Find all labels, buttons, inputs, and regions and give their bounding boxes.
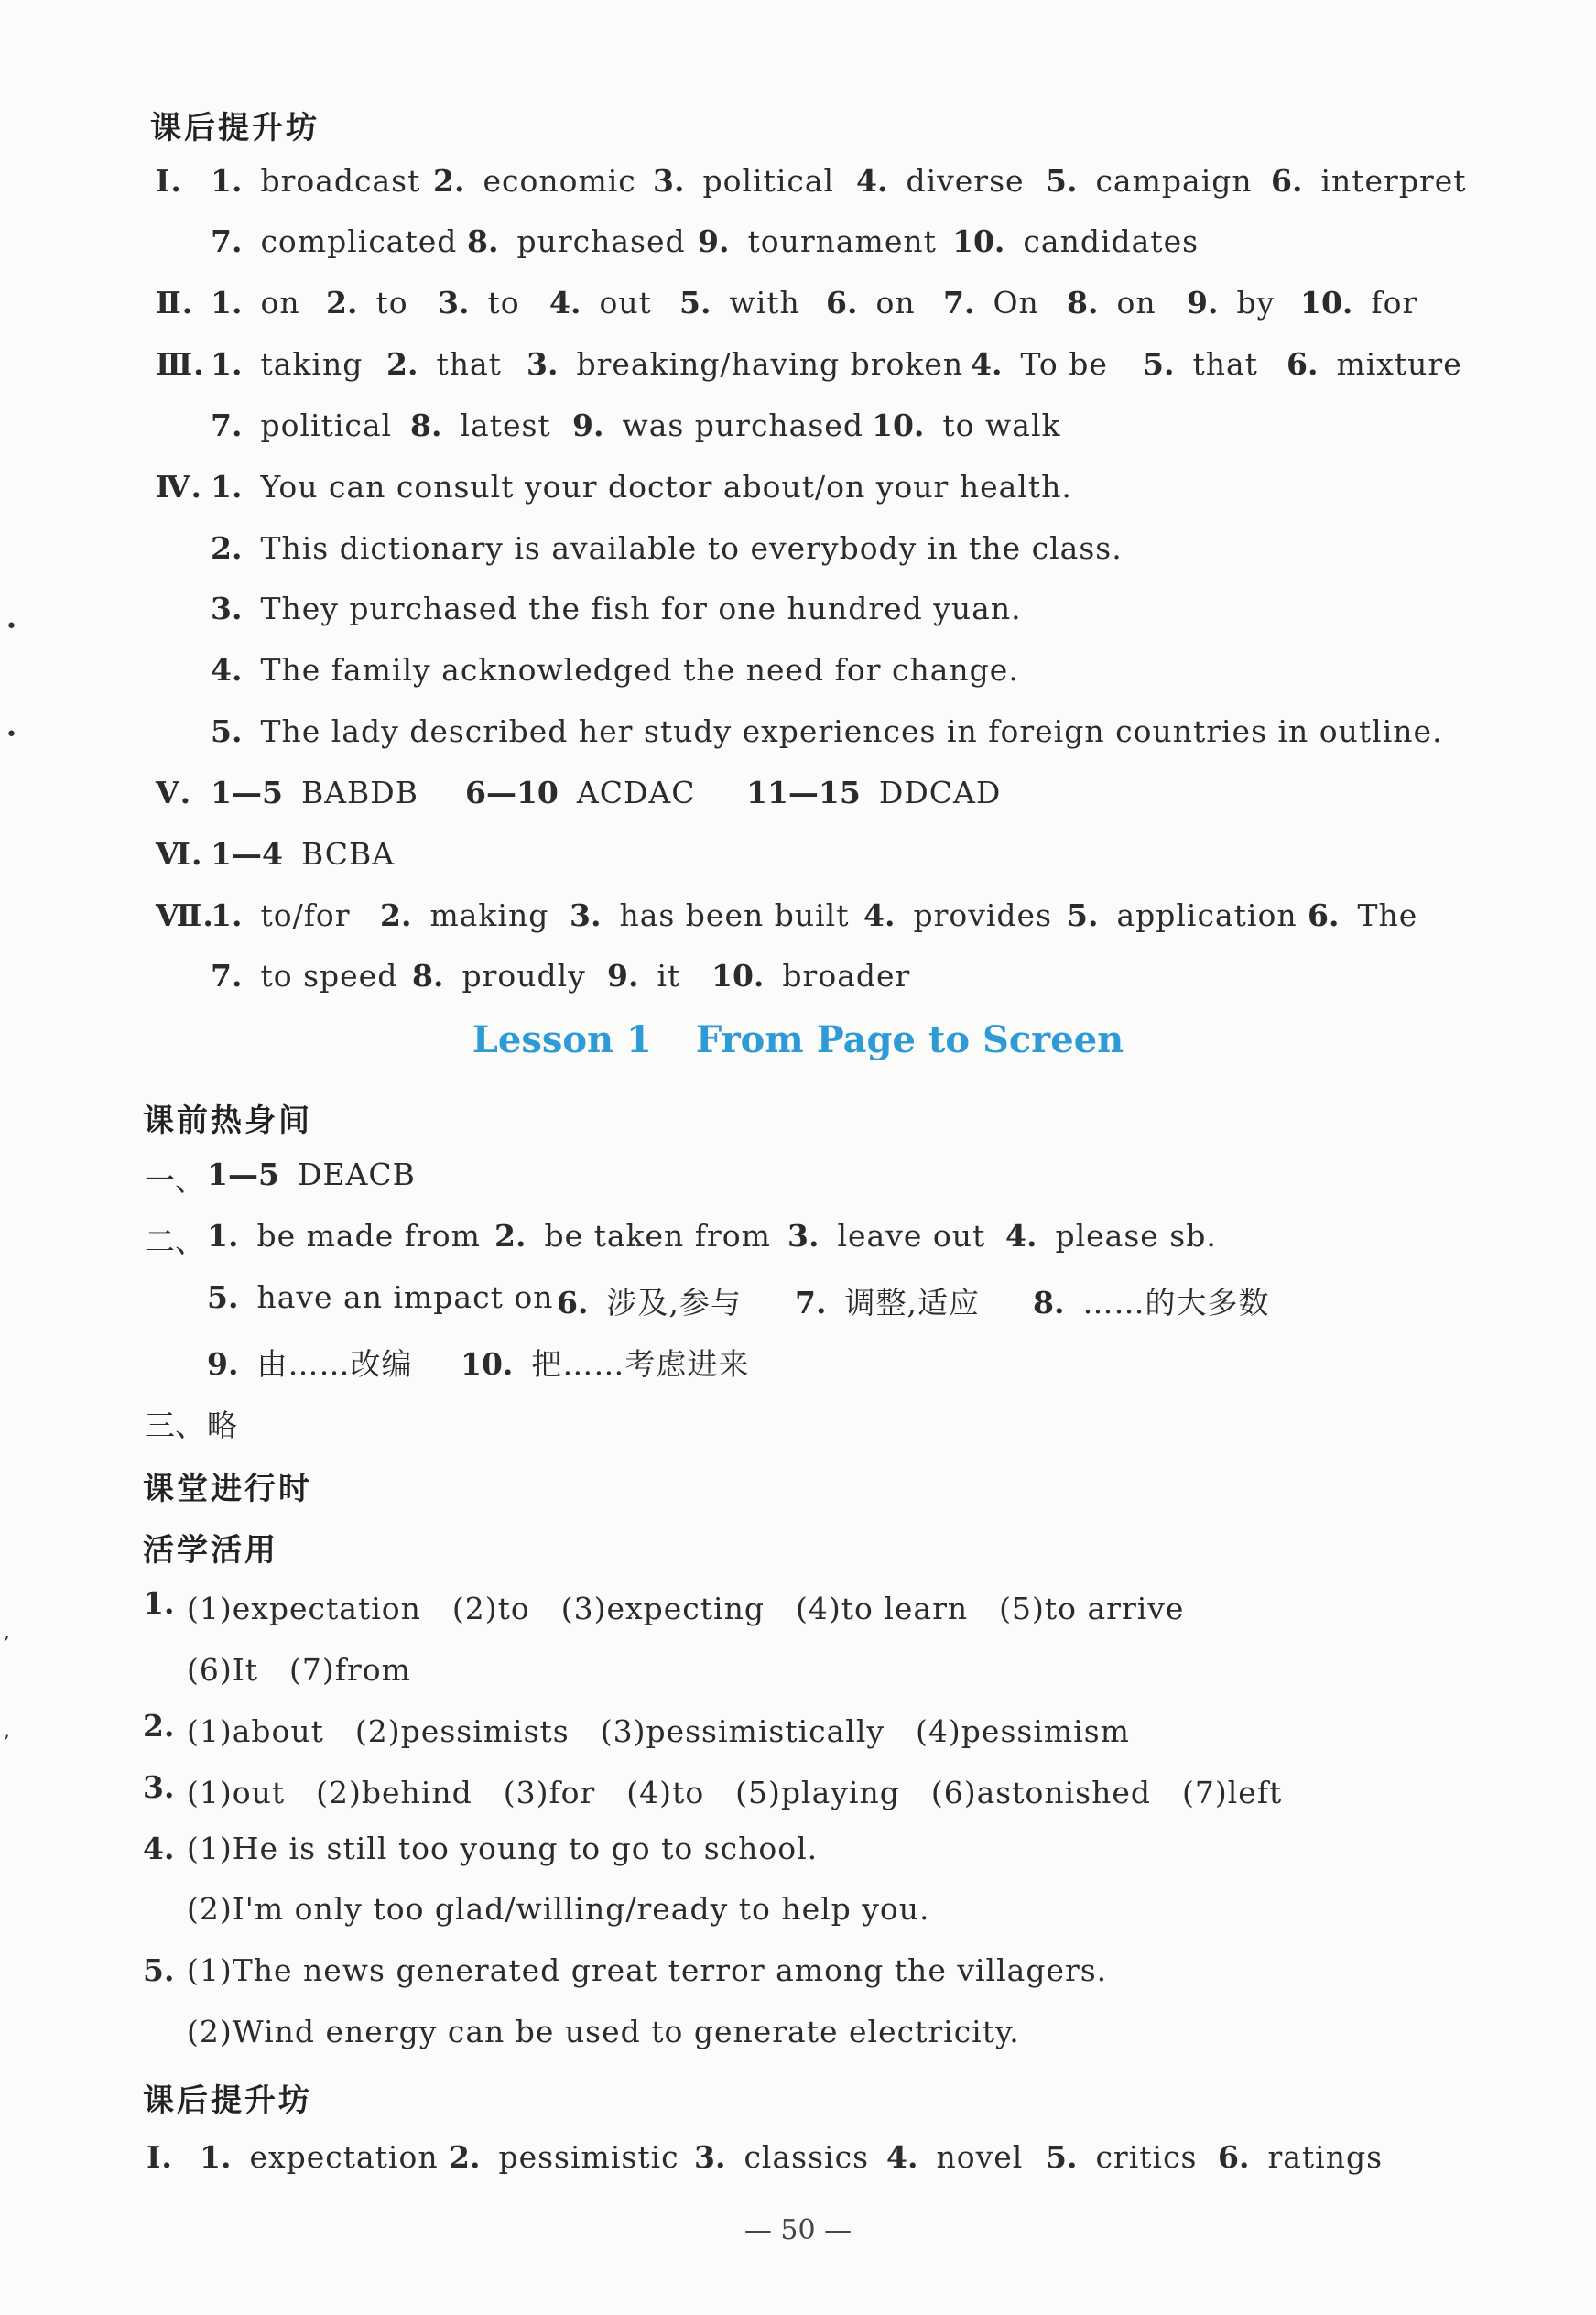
question-number: 5.: [143, 1952, 175, 1988]
answer-item: 5. campaign: [1046, 163, 1253, 199]
answer-item: 1. be made from: [207, 1218, 481, 1254]
answer-group: 1—4 BCBA: [211, 836, 396, 872]
answer-item: 10. 把……考虑进来: [461, 1346, 750, 1382]
page-number: — 50 —: [744, 2214, 852, 2246]
answer-group: 1—5 DEACB: [207, 1157, 416, 1192]
answer-item: 9. tournament: [698, 223, 937, 259]
answer-group: 6—10 ACDAC: [465, 775, 696, 810]
answer-text: (2)Wind energy can be used to generate electricity.: [187, 2014, 1020, 2049]
question-number: 2.: [143, 1708, 175, 1744]
sentence-answer: 4. The family acknowledged the need for change.: [211, 652, 1019, 688]
answer-item: 1. taking: [211, 346, 364, 382]
lesson-title: [0, 1018, 1596, 1061]
roman-numeral: Ⅲ.: [156, 346, 205, 382]
answer-item: 9. it: [607, 958, 681, 994]
roman-numeral: Ⅳ.: [156, 469, 202, 505]
answer-item: 7. 调整,适应: [795, 1285, 980, 1321]
answer-item: 2. pessimistic: [449, 2139, 679, 2175]
section-label: 三、: [145, 1407, 205, 1443]
answer-text: (2)I'm only too glad/willing/ready to help you.: [187, 1891, 930, 1927]
answer-text: (1)out (2)behind (3)for (4)to (5)playing (6)astonished (7)left: [187, 1775, 1283, 1810]
answer-item: 1. on: [211, 285, 300, 321]
answer-item: 6. 涉及,参与: [557, 1285, 742, 1321]
answer-text: 略: [207, 1407, 237, 1443]
lesson-name: From Page to Screen: [695, 1018, 1124, 1061]
section-heading-classroom: 课堂进行时: [143, 1471, 312, 1507]
answer-text: (1)The news generated great terror among the villagers.: [187, 1952, 1108, 1988]
answer-item: 7. complicated: [211, 223, 458, 259]
answer-item: 4. diverse: [856, 163, 1025, 199]
answer-item: 6. mixture: [1287, 346, 1462, 382]
answer-item: 2. to: [326, 285, 408, 321]
answer-item: 3. breaking/having broken: [527, 346, 964, 382]
answer-item: 6. on: [826, 285, 916, 321]
answer-item: 4. To be: [971, 346, 1108, 382]
answer-item: 6. interpret: [1271, 163, 1467, 199]
answer-item: 10. candidates: [952, 223, 1200, 259]
answer-item: 2. economic: [433, 163, 636, 199]
answer-item: 9. 由……改编: [207, 1346, 413, 1382]
answer-item: 3. has been built: [570, 897, 850, 933]
scan-speck: ,: [4, 1621, 10, 1644]
roman-numeral: Ⅰ.: [147, 2139, 173, 2175]
answer-text: (6)It (7)from: [187, 1652, 411, 1688]
question-number: 4.: [143, 1831, 175, 1866]
roman-numeral: Ⅰ.: [156, 163, 182, 199]
answer-item: 8. latest: [410, 408, 551, 443]
answer-item: 3. leave out: [787, 1218, 986, 1254]
answer-item: 6. ratings: [1218, 2139, 1384, 2175]
answer-item: 4. please sb.: [1005, 1218, 1217, 1254]
answer-item: 5. that: [1143, 346, 1258, 382]
answer-item: 2. that: [386, 346, 502, 382]
question-number: 3.: [143, 1769, 175, 1805]
answer-item: 7. to speed: [211, 958, 398, 994]
section-heading-warmup: 课前热身间: [143, 1103, 312, 1139]
answer-item: 2. making: [380, 897, 549, 933]
sentence-answer: 5. The lady described her study experiences in foreign countries in outline.: [211, 713, 1443, 749]
answer-item: 4. out: [549, 285, 652, 321]
answer-item: 7. political: [211, 408, 393, 443]
lesson-number: Lesson 1: [472, 1018, 652, 1061]
answer-item: 1. broadcast: [211, 163, 421, 199]
answer-item: 2. be taken from: [494, 1218, 771, 1254]
answer-text: (1)He is still too young to go to school.: [187, 1831, 819, 1866]
answer-group: 11—15 DDCAD: [746, 775, 1002, 810]
answer-item: 1. to/for: [211, 897, 351, 933]
answer-item: 4. novel: [886, 2139, 1024, 2175]
answer-item: 9. was purchased: [572, 408, 863, 443]
sentence-answer: 2. This dictionary is available to everybody in the class.: [211, 530, 1123, 566]
sentence-answer: 1. You can consult your doctor about/on your health.: [211, 469, 1072, 505]
section-label: 一、: [145, 1162, 205, 1198]
sentence-answer: 3. They purchased the fish for one hundred yuan.: [211, 591, 1022, 626]
roman-numeral: Ⅴ.: [156, 775, 192, 810]
answer-item: 6. The: [1308, 897, 1418, 933]
answer-text: (1)expectation (2)to (3)expecting (4)to learn (5)to arrive: [187, 1591, 1185, 1626]
answer-item: 8. purchased: [467, 223, 686, 259]
scan-speck: •: [5, 723, 17, 746]
answer-item: 5. application: [1067, 897, 1297, 933]
answer-item: 5. have an impact on: [207, 1279, 554, 1315]
roman-numeral: Ⅶ.: [156, 897, 214, 933]
section-heading-after-class-2: 课后提升坊: [143, 2082, 312, 2119]
answer-item: 10. to walk: [872, 408, 1061, 443]
answer-text: (1)about (2)pessimists (3)pessimistically (4)pessimism: [187, 1713, 1130, 1749]
answer-item: 3. to: [438, 285, 520, 321]
answer-item: 4. provides: [863, 897, 1053, 933]
scan-speck: ,: [4, 1720, 10, 1743]
subheading-practice: 活学活用: [143, 1532, 278, 1569]
answer-item: 10. for: [1300, 285, 1418, 321]
answer-item: 7. On: [943, 285, 1039, 321]
answer-item: 8. on: [1067, 285, 1156, 321]
answer-item: 3. classics: [694, 2139, 870, 2175]
answer-item: 8. ……的大多数: [1033, 1285, 1270, 1321]
roman-numeral: Ⅱ.: [156, 285, 194, 321]
answer-item: 10. broader: [711, 958, 911, 994]
answer-item: 9. by: [1187, 285, 1276, 321]
section-heading-after-class: 课后提升坊: [150, 110, 320, 147]
roman-numeral: Ⅵ.: [156, 836, 203, 872]
answer-item: 1. expectation: [200, 2139, 439, 2175]
question-number: 1.: [143, 1585, 175, 1621]
section-label: 二、: [145, 1223, 205, 1259]
answer-group: 1—5 BABDB: [211, 775, 418, 810]
answer-item: 5. with: [679, 285, 800, 321]
answer-item: 8. proudly: [412, 958, 586, 994]
answer-item: 3. political: [653, 163, 835, 199]
answer-item: 5. critics: [1046, 2139, 1198, 2175]
scan-speck: •: [5, 615, 17, 638]
